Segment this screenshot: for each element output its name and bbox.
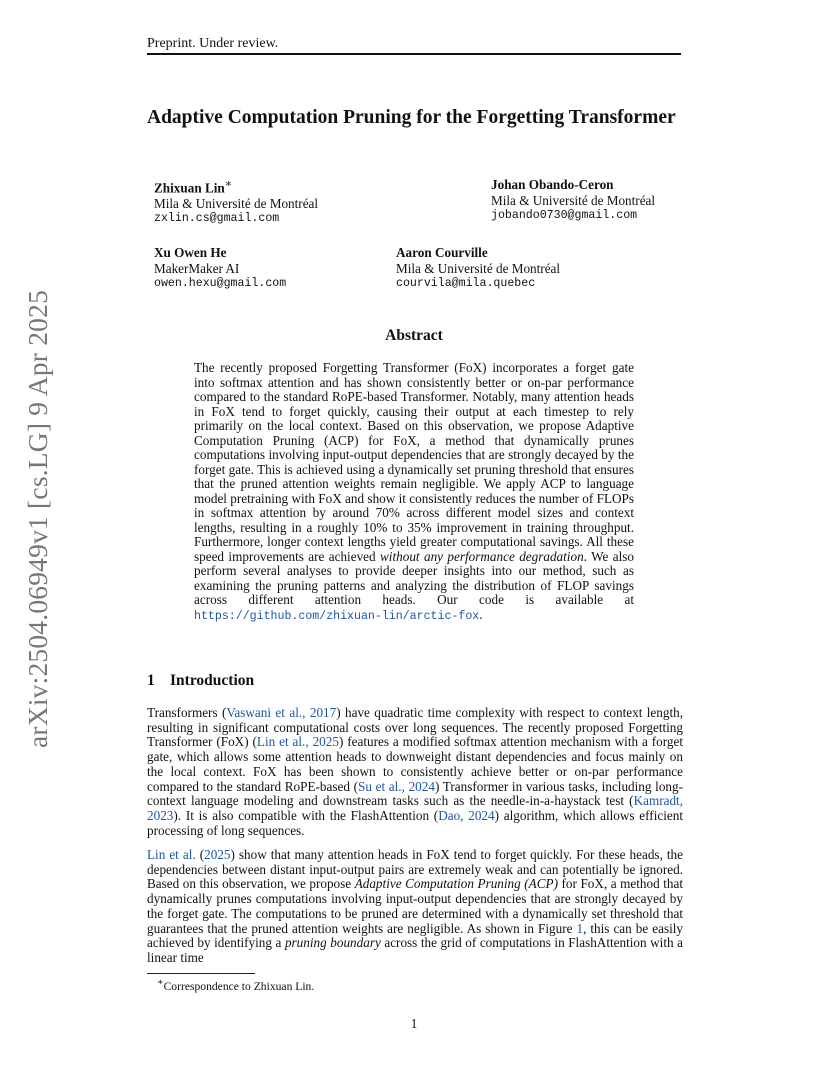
footnote-rule — [147, 973, 255, 974]
citation-link[interactable]: Lin et al. — [147, 847, 196, 862]
running-header: Preprint. Under review. — [147, 36, 279, 51]
paragraph-text: across the grid of computations in FlashAttention with a linear time — [147, 935, 683, 965]
abstract-text: . — [479, 606, 483, 622]
abstract-text: . We also perform several analyses to provide deeper insights into our method, such as examining the pruning patterns and analyzing the distribution of FLOP savings across different attention heads. Our code is available at — [194, 548, 635, 607]
paragraph-text: ( — [195, 847, 205, 862]
section-heading — [147, 672, 254, 690]
abstract-heading: Abstract — [385, 327, 443, 344]
paragraph-text: ) Transformer in various tasks, including long-context language modeling and downstream tasks such as the needle-in-a-haystack test ( — [147, 778, 684, 809]
section-title: Introduction — [170, 672, 255, 689]
author-email[interactable]: jobando0730@gmail.com — [491, 209, 638, 222]
author-name: Aaron Courville — [396, 245, 488, 260]
author-email[interactable]: courvila@mila.quebec — [396, 277, 536, 290]
author-block-2 — [491, 177, 655, 224]
citation-link[interactable]: Lin et al., 2025 — [256, 734, 339, 750]
footnote — [157, 977, 314, 993]
footnote-mark: ∗ — [157, 977, 164, 988]
abstract-body — [194, 361, 634, 624]
term-emphasis: pruning boundary — [284, 935, 381, 951]
code-link[interactable]: https://github.com/zhixuan-lin/arctic-fox — [194, 609, 480, 623]
author-name: Johan Obando-Ceron — [491, 177, 614, 192]
paragraph-text: ) features a modified softmax attention mechanism with a forget gate, which allows some attention heads to downweight distant dependencies and focus mainly on the local context. FoX has been shown to consistently achieve better or on-par performance compared to the standard RoPE-based ( — [147, 734, 683, 794]
author-affiliation: Mila & Université de Montréal — [491, 192, 656, 208]
author-affiliation: MakerMaker AI — [154, 260, 240, 276]
paragraph-text: Transformers ( — [147, 705, 227, 720]
citation-link[interactable]: Vaswani et al., 2017 — [226, 705, 337, 720]
paragraph-text: ) show that many attention heads in FoX tend to forget quickly. For these heads, the dependencies between distant input-output pairs are extremely weak and can potentially be ignored. Based on this observation, we propose — [147, 847, 683, 892]
author-name: Xu Owen He — [154, 245, 227, 260]
abstract-text: The recently proposed Forgetting Transformer (FoX) incorporates a forget gate into softmax attention and has shown consistently better or on-par performance compared to the standard RoPE-based Transformer. Notably, many attention heads in FoX tend to forget quickly, causing their output at each timestep to rely primarily on the local context. Based on this observation, we propose Adaptive Computation Pruning (ACP) for FoX, a method that dynamically prunes computations involving input-output dependencies that are strongly decayed by the forget gate. This is achieved using a dynamically set pruning threshold that ensures that the pruned attention weights remain negligible. We apply ACP to language model pretraining with FoX and show it consistently reduces the number of FLOPs in softmax attention by around 70% across different model sizes and context lengths, resulting in a roughly 10% to 35% improvement in training throughput. Furthermore, longer context lengths yield greater computational savings. All these speed improvements are achieved — [194, 360, 634, 564]
section-number: 1 — [147, 672, 155, 689]
author-block-3 — [154, 245, 286, 292]
intro-paragraph-2 — [147, 848, 683, 966]
citation-link[interactable]: Kamradt, 2023 — [147, 793, 683, 823]
header-rule — [147, 53, 681, 55]
arxiv-stamp: arXiv:2504.06949v1 [cs.LG] 9 Apr 2025 — [22, 289, 53, 748]
paragraph-text: ). It is also compatible with the FlashAttention ( — [173, 807, 439, 823]
abstract-emphasis: without any performance degradation — [380, 548, 584, 564]
page-number: 1 — [410, 1016, 418, 1031]
citation-link[interactable]: Su et al., 2024 — [358, 778, 435, 794]
figure-ref-link[interactable]: 1 — [576, 920, 584, 936]
paper-title: Adaptive Computation Pruning for the Forgetting Transformer — [147, 107, 676, 128]
paragraph-text: for FoX, a method that dynamically prunes computations involving input-output dependencies that are strongly decayed by the forget gate. The computations to be pruned are determined with a dynamically set threshold that guarantees that the pruned attention weights are negligible. As shown in Figure — [147, 876, 684, 936]
term-emphasis: Adaptive Computation Pruning (ACP) — [354, 876, 558, 892]
author-block-4 — [396, 245, 560, 292]
author-affiliation: Mila & Université de Montréal — [396, 260, 561, 276]
paragraph-text: ) have quadratic time complexity with respect to context length, resulting in significant computational costs over long sequences. The recently proposed Forgetting Transformer (FoX) ( — [147, 705, 684, 750]
paragraph-text: ) algorithm, which allows efficient processing of long sequences. — [147, 807, 683, 838]
citation-link[interactable]: 2025 — [204, 847, 231, 862]
author-name: Zhixuan Lin — [154, 180, 225, 196]
citation-link[interactable]: Dao, 2024 — [438, 807, 495, 823]
author-block-1 — [154, 177, 318, 227]
author-email[interactable]: zxlin.cs@gmail.com — [154, 212, 280, 226]
author-affiliation: Mila & Université de Montréal — [154, 195, 319, 211]
intro-paragraph-1 — [147, 706, 683, 838]
paragraph-text: , this can be easily achieved by identifying a — [147, 920, 683, 951]
author-email[interactable]: owen.hexu@gmail.com — [154, 277, 287, 290]
footnote-text: Correspondence to Zhixuan Lin. — [163, 979, 315, 993]
footnote-mark: ∗ — [224, 178, 233, 190]
